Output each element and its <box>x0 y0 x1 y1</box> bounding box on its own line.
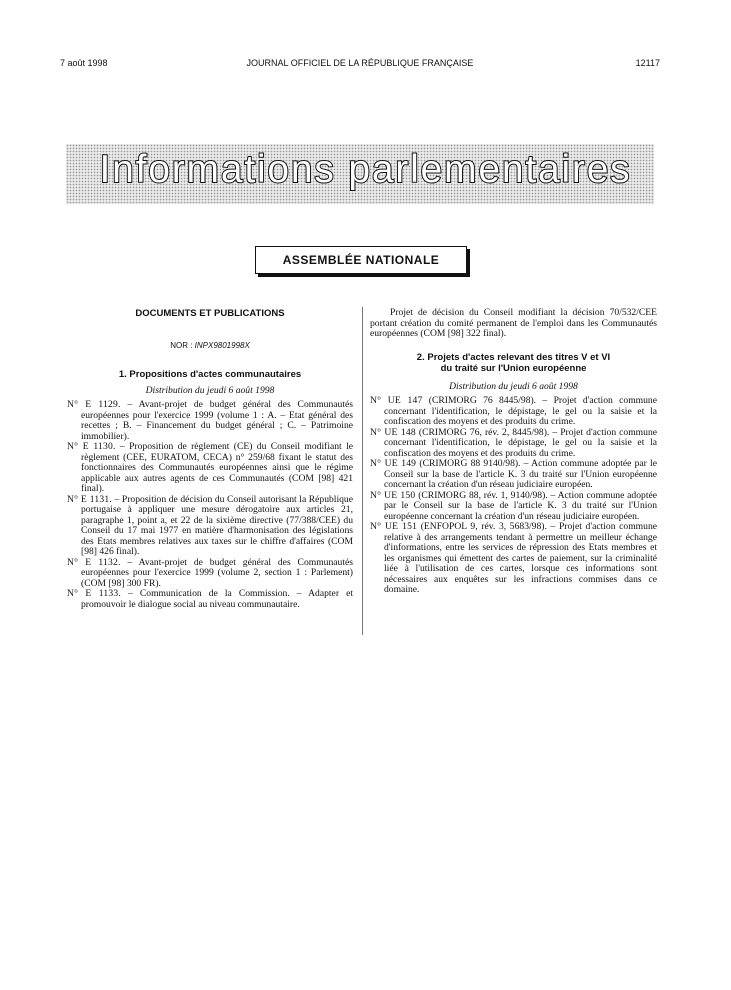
entry-ref: N° UE 148 <box>370 426 416 438</box>
header-date: 7 août 1998 <box>60 58 108 68</box>
entry-text: (ENFOPOL 9, rév. 3, 5683/98). – Projet d'action commune relative à des arrangements tendant à permettre un meilleur échange d'informations, entre les services de répression des Etats membres et les organismes qui émettent des cartes de paiement, sur la criminalité liée à l'utilisation de ces cartes, lorsque ces informations sont nécessaires aux enquêtes sur les infractions commises dans ce domaine. <box>384 521 657 595</box>
list-item <box>67 558 353 590</box>
list-item <box>370 491 657 523</box>
entry-text: – Avant-projet de budget général des Communautés européennes pour l'exercice 1999 (volume 2, section 1 : Parlement) (COM [98] 300 FR). <box>81 556 353 589</box>
right-column <box>370 308 657 596</box>
header-journal-title: JOURNAL OFFICIEL DE LA RÉPUBLIQUE FRANÇAISE <box>246 58 474 68</box>
intro-paragraph: Projet de décision du Conseil modifiant la décision 70/532/CEE portant création du comité permanent de l'emploi dans les Communautés européennes (COM [98] 322 final). <box>370 307 657 339</box>
list-item <box>370 428 657 460</box>
entry-ref: N° E 1129. <box>67 399 121 410</box>
entry-ref: N° UE 151 <box>370 521 418 532</box>
entry-text: – Proposition de décision du Conseil autorisant la République portugaise à appliquer une mesure dérogatoire aux articles 21, paragraphe 1, point a, et 22 de la sixième directive (77/388/CEE) du Conseil du 17 mai 1977 en matière d'harmonisation des législations des Etats membres relatives aux taxes sur le chiffre d'affaires (COM [98] 426 final). <box>81 493 353 557</box>
banner-title: Informations parlementaires <box>99 148 632 191</box>
list-item <box>67 589 353 610</box>
section-title: DOCUMENTS ET PUBLICATIONS <box>135 308 285 319</box>
assembly-title-box: ASSEMBLÉE NATIONALE <box>255 246 467 274</box>
entry-ref: N° E 1132. <box>67 556 121 568</box>
list-item <box>370 396 657 428</box>
subsection-title-1: 1. Propositions d'actes communautaires <box>118 368 302 380</box>
entry-text: (CRIMORG 76 8445/98). – Projet d'action commune concernant l'identification, le dépistage, le gel ou la saisie et la confiscation des moyens et des produits du crime. <box>384 395 657 427</box>
column-divider <box>362 307 363 635</box>
entry-ref: N° E 1131. <box>67 493 112 505</box>
list-item <box>370 459 657 491</box>
subsection-title-2-line-1: 2. Projets d'actes relevant des titres V et VI <box>416 351 611 363</box>
entry-ref: N° UE 150 <box>370 489 416 501</box>
entry-text: (CRIMORG 76, rév. 2, 8445/98). – Projet d'action commune concernant l'identification, le dépistage, le gel ou la saisie et la confiscation des moyens et des produits du crime. <box>384 426 657 459</box>
entry-text: – Communication de la Commission. – Adapter et promouvoir le dialogue social au niveau communautaire. <box>81 588 353 610</box>
entry-ref: N° E 1133. <box>67 588 121 599</box>
nor-label: NOR : <box>170 341 193 350</box>
list-item <box>67 442 353 495</box>
distribution-date-left: Distribution du jeudi 6 août 1998 <box>145 384 275 396</box>
entry-text: (CRIMORG 88, rév. 1, 9140/98). – Action commune adoptée par le Conseil sur la base de l'article K. 3 du traité sur l'Union européenne concernant la création d'un réseau judiciaire européen. <box>384 489 658 522</box>
list-item <box>370 522 657 596</box>
entry-text: – Avant-projet de budget général des Communautés européennes pour l'exercice 1999 (volume 1 : A. – Etat général des recettes ; B. – Financement du budget général ; C. – Patrimoine immobilier). <box>81 399 353 442</box>
entry-text: (CRIMORG 88 9140/98). – Action commune adoptée par le Conseil sur la base de l'article K. 3 du traité sur l'Union européenne concernant la création d'un réseau judiciaire européen. <box>384 458 657 490</box>
header-page-number: 12117 <box>635 58 660 68</box>
running-header <box>60 58 660 72</box>
entry-ref: N° UE 147 <box>370 395 423 406</box>
entry-ref: N° UE 149 <box>370 458 417 469</box>
entry-ref: N° E 1130. <box>67 441 116 452</box>
left-column <box>67 308 353 610</box>
list-item <box>67 495 353 558</box>
nor-line <box>67 341 353 352</box>
list-item <box>67 400 353 442</box>
entry-text: – Proposition de règlement (CE) du Conseil modifiant le règlement (CEE, EURATOM, CECA) n° 259/68 fixant le statut des fonctionnaires des Communautés européennes ainsi que le régime applicable aux autres agents de ces Communautés (COM [98] 421 final). <box>81 441 354 494</box>
subsection-title-2-line-2: du traité sur l'Union européenne <box>440 362 587 374</box>
nor-code: INPX9801998X <box>194 341 250 350</box>
distribution-date-right: Distribution du jeudi 6 août 1998 <box>449 380 578 392</box>
